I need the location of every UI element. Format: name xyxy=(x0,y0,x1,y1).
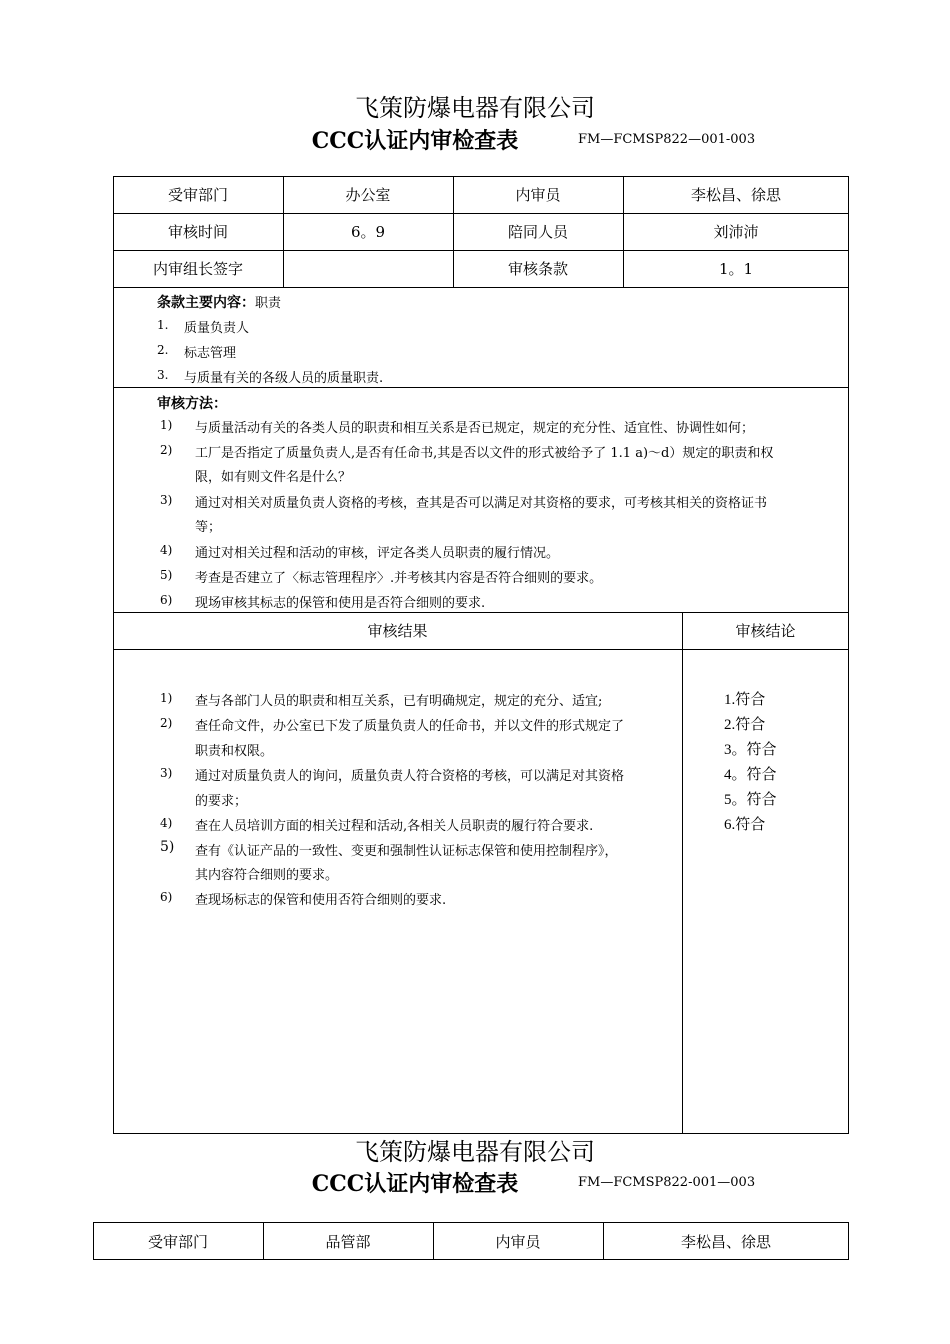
method-item: 通过对相关过程和活动的审核，评定各类人员职责的履行情况。 xyxy=(195,546,560,561)
result-num: 6) xyxy=(160,890,173,904)
clause-num: 3. xyxy=(157,368,169,382)
result-num: 5) xyxy=(160,839,175,855)
result-item: 查在人员培训方面的相关过程和活动,各相关人员职责的履行符合要求. xyxy=(195,819,594,834)
label-audit-time: 审核时间 xyxy=(167,223,228,241)
result-num: 3) xyxy=(160,766,173,780)
value-escort: 刘沛沛 xyxy=(713,223,759,241)
clause-num: 2. xyxy=(157,343,169,357)
result-header: 审核结果 xyxy=(367,622,428,640)
method-item-cont: 等； xyxy=(195,520,222,535)
method-heading: 审核方法： xyxy=(157,396,227,412)
conclusion-header: 审核结论 xyxy=(735,622,796,640)
label-auditor-page2: 内审员 xyxy=(495,1232,541,1251)
company-name: 飞策防爆电器有限公司 xyxy=(355,94,595,122)
result-item: 查现场标志的保管和使用否符合细则的要求. xyxy=(195,893,447,908)
value-department-page2: 品管部 xyxy=(325,1232,371,1251)
label-department: 受审部门 xyxy=(167,186,228,204)
method-num: 5) xyxy=(160,568,173,582)
result-num: 4) xyxy=(160,816,173,830)
clause-item: 与质量有关的各级人员的质量职责. xyxy=(184,371,384,386)
result-item-cont: 其内容符合细则的要求。 xyxy=(195,868,339,883)
method-item: 与质量活动有关的各类人员的职责和相互关系是否已规定，规定的充分性、适宜性、协调性如何； xyxy=(195,421,755,436)
form-code-page2: FM—FCMSP822-001—003 xyxy=(578,1175,756,1190)
form-title-page2: CCC认证内审检查表 xyxy=(311,1171,519,1197)
method-num: 2) xyxy=(160,443,173,457)
result-num: 2) xyxy=(160,716,173,730)
conclusion-item: 5。符合 xyxy=(724,792,777,808)
conclusion-item: 6.符合 xyxy=(724,817,766,833)
label-auditor: 内审员 xyxy=(515,186,561,204)
clause-num: 1. xyxy=(157,318,169,332)
value-audit-clause: 1。1 xyxy=(718,260,754,278)
clause-item: 标志管理 xyxy=(184,346,237,361)
result-item: 查有《认证产品的一致性、变更和强制性认证标志保管和使用控制程序》， xyxy=(195,844,618,859)
value-leader-signature xyxy=(283,250,453,287)
company-name-page2: 飞策防爆电器有限公司 xyxy=(355,1138,595,1166)
clause-item: 质量负责人 xyxy=(184,321,250,336)
conclusion-item: 3。符合 xyxy=(724,742,777,758)
label-escort: 陪同人员 xyxy=(507,223,568,241)
method-item: 通过对相关对质量负责人资格的考核，查其是否可以满足对其资格的要求，可考核其相关的资格证书 xyxy=(195,496,768,511)
result-item: 通过对质量负责人的询问，质量负责人符合资格的考核，可以满足对其资格 xyxy=(195,769,625,784)
label-audit-clause: 审核条款 xyxy=(507,260,568,278)
value-auditor-page2: 李松昌、徐思 xyxy=(680,1232,771,1251)
method-item: 现场审核其标志的保管和使用是否符合细则的要求. xyxy=(195,596,486,611)
label-leader-signature: 内审组长签字 xyxy=(152,260,243,278)
result-item: 查与各部门人员的职责和相互关系，已有明确规定，规定的充分、适宜; xyxy=(195,694,603,709)
value-auditor: 李松昌、徐思 xyxy=(690,186,781,204)
clause-heading: 条款主要内容：职责 xyxy=(157,295,282,311)
conclusion-item: 4。符合 xyxy=(724,767,777,783)
form-title: CCC认证内审检查表 xyxy=(311,128,519,154)
method-num: 6) xyxy=(160,593,173,607)
conclusion-item: 1.符合 xyxy=(724,692,766,708)
label-department-page2: 受审部门 xyxy=(147,1232,208,1251)
value-audit-time: 6。9 xyxy=(350,223,386,241)
method-item: 工厂是否指定了质量负责人,是否有任命书,其是否以文件的形式被给予了 1.1 a)～d）规定的职责和权 xyxy=(195,446,774,461)
method-item: 考查是否建立了〈标志管理程序〉.并考核其内容是否符合细则的要求。 xyxy=(195,571,603,586)
result-item: 查任命文件，办公室已下发了质量负责人的任命书，并以文件的形式规定了 xyxy=(195,719,625,734)
result-item-cont: 的要求； xyxy=(195,794,248,809)
value-department: 办公室 xyxy=(345,186,391,204)
method-num: 4) xyxy=(160,543,173,557)
result-item-cont: 职责和权限。 xyxy=(195,744,274,759)
method-num: 1) xyxy=(160,418,173,432)
form-code: FM—FCMSP822—001-003 xyxy=(578,132,756,147)
result-num: 1) xyxy=(160,691,173,705)
conclusion-item: 2.符合 xyxy=(724,717,766,733)
method-num: 3) xyxy=(160,493,173,507)
method-item-cont: 限，如有则文件名是什么？ xyxy=(195,470,352,485)
